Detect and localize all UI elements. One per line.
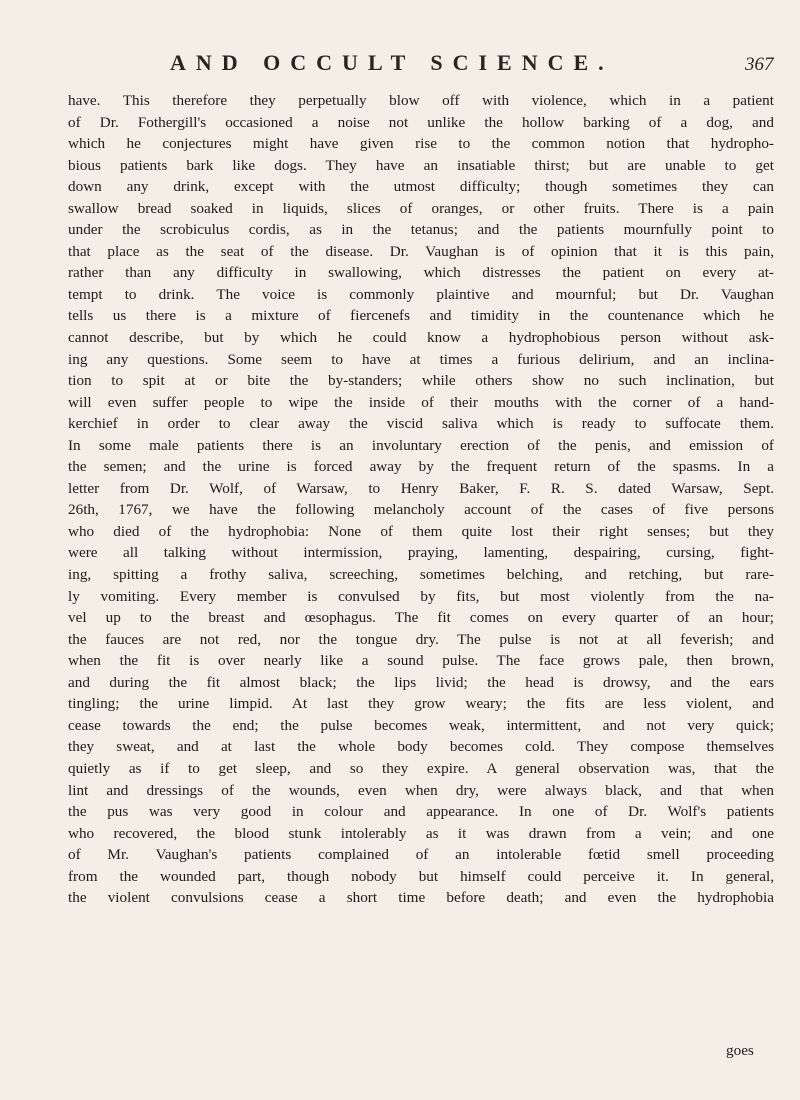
text-line: tingling; the urine limpid. At last they grow weary; the fits are less violent, and <box>68 695 774 713</box>
text-line: cannot describe, but by which he could know a hydrophobious person without ask- <box>68 329 774 347</box>
text-line: which he conjectures might have given rise to the common notion that hydropho- <box>68 135 774 153</box>
body-text <box>68 90 774 909</box>
text-line: rather than any difficulty in swallowing, which distresses the patient on every at- <box>68 264 774 282</box>
text-line: that place as the seat of the disease. Dr. Vaughan is of opinion that it is this pain, <box>68 242 774 260</box>
text-line: when the fit is over nearly like a sound pulse. The face grows pale, then brown, <box>68 652 774 670</box>
text-line: of Mr. Vaughan's patients complained of an intolerable fœtid smell proceeding <box>68 846 774 864</box>
text-line: cease towards the end; the pulse becomes weak, intermittent, and not very quick; <box>68 716 774 734</box>
text-line: tempt to drink. The voice is commonly plaintive and mournful; but Dr. Vaughan <box>68 285 774 303</box>
text-line: the pus was very good in colour and appearance. In one of Dr. Wolf's patients <box>68 803 774 821</box>
text-line: the violent convulsions cease a short time before death; and even the hydrophobia <box>68 889 774 907</box>
text-line: bious patients bark like dogs. They have an insatiable thirst; but are unable to get <box>68 156 774 174</box>
text-line: tells us there is a mixture of fiercenefs and timidity in the countenance which he <box>68 307 774 325</box>
text-line: ing, spitting a frothy saliva, screeching, sometimes belching, and retching, but rare- <box>68 566 774 584</box>
text-line: down any drink, except with the utmost difficulty; though sometimes they can <box>68 178 774 196</box>
text-line: vel up to the breast and œsophagus. The fit comes on every quarter of an hour; <box>68 609 774 627</box>
text-line: the semen; and the urine is forced away by the frequent return of the spasms. In a <box>68 458 774 476</box>
text-line: have. This therefore they perpetually blow off with violence, which in a patient <box>68 92 774 109</box>
text-line: lint and dressings of the wounds, even when dry, were always black, and that when <box>68 781 774 799</box>
text-line: tion to spit at or bite the by-standers; while others show no such inclination, but <box>68 372 774 390</box>
text-line: ly vomiting. Every member is convulsed by fits, but most violently from the na- <box>68 587 774 605</box>
text-line: quietly as if to get sleep, and so they expire. A general observation was, that the <box>68 759 774 777</box>
text-line: from the wounded part, though nobody but himself could perceive it. In general, <box>68 867 774 885</box>
catchword: goes <box>726 1042 754 1059</box>
text-line: ing any questions. Some seem to have at times a furious delirium, and an inclina- <box>68 350 774 368</box>
text-line: were all talking without intermission, praying, lamenting, despairing, cursing, fight- <box>68 544 774 562</box>
text-line: who recovered, the blood stunk intolerably as it was drawn from a vein; and one <box>68 824 774 842</box>
text-line: under the scrobiculus cordis, as in the tetanus; and the patients mournfully point to <box>68 221 774 239</box>
text-line: kerchief in order to clear away the viscid saliva which is ready to suffocate them. <box>68 415 774 433</box>
text-line: and during the fit almost black; the lips livid; the head is drowsy, and the ears <box>68 673 774 691</box>
text-line: they sweat, and at last the whole body becomes cold. They compose themselves <box>68 738 774 756</box>
text-line: will even suffer people to wipe the inside of their mouths with the corner of a hand- <box>68 393 774 411</box>
text-line: swallow bread soaked in liquids, slices of oranges, or other fruits. There is a pain <box>68 199 774 217</box>
text-line: of Dr. Fothergill's occasioned a noise not unlike the hollow barking of a dog, and <box>68 113 774 131</box>
text-line: 26th, 1767, we have the following melancholy account of the cases of five persons <box>68 501 774 519</box>
running-head: AND OCCULT SCIENCE. <box>170 50 614 75</box>
text-line: letter from Dr. Wolf, of Warsaw, to Henry Baker, F. R. S. dated Warsaw, Sept. <box>68 479 774 497</box>
text-line: In some male patients there is an involuntary erection of the penis, and emission of <box>68 436 774 454</box>
text-line: who died of the hydrophobia: None of them quite lost their right senses; but they <box>68 522 774 540</box>
text-line: the fauces are not red, nor the tongue dry. The pulse is not at all feverish; and <box>68 630 774 648</box>
page-number: 367 <box>745 54 774 75</box>
